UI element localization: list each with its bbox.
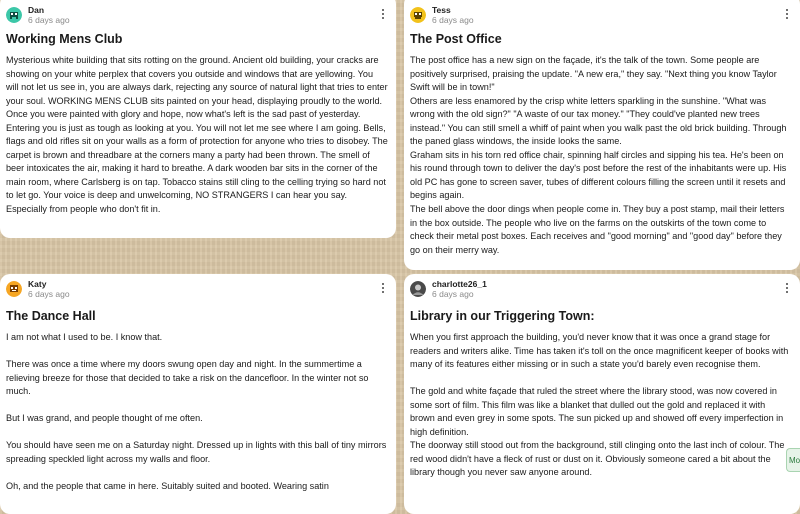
post-title[interactable]: Working Mens Club [6, 32, 123, 46]
more-options-icon[interactable] [782, 7, 792, 21]
post-card[interactable] [0, 0, 396, 238]
pixel-monster-avatar-icon[interactable] [6, 7, 22, 23]
post-header [6, 0, 388, 31]
post-body: I am not what I used to be. I know that. There was once a time where my doors swung open day and night. In the summertime a relieving breeze for those that decided to take a risk on the dancefloor. In the winter not so much. But I was grand, and people thought of me often. You should have seen me on a Saturday night. Dressed up in lights with this ball of tiny mirrors spreading speckled light across my walls and floor. Oh, and the people that came in here. Suitably suited and booted. Wearing satin [6, 332, 387, 492]
post-header [6, 274, 388, 305]
post-title[interactable]: Library in our Triggering Town: [410, 309, 595, 323]
post-time: 6 days ago [28, 15, 70, 25]
post-card[interactable] [0, 274, 396, 514]
author-name[interactable]: charlotte26_1 [432, 279, 487, 289]
author-name[interactable]: Tess [432, 5, 451, 15]
post-time: 6 days ago [28, 289, 70, 299]
post-card[interactable] [404, 274, 800, 514]
photo-avatar-icon[interactable] [410, 281, 426, 297]
post-body: When you first approach the building, you'd never know that it was once a grand stage for readers and writers alike. Time has taken it's toll on the once magnificent keeper of books with many of its features either missing or in such a state you'd barely even recognise them. The gold and white façade that ruled the street where the library stood, was now covered in some sort of film. This film was like a blanket that dulled out the gold and replaced it with brown and even grey in some spots. The sun picked up and showed off every imperfection in high definition. The doorway still stood out from the background, still clinging onto the last inch of colour. The red wood didn't have a fleck of rust or dust on it. Obviously someone cared a bit about the library though you never saw anyone around. [410, 332, 789, 478]
post-time: 6 days ago [432, 289, 474, 299]
more-options-icon[interactable] [782, 281, 792, 295]
side-panel-tab[interactable]: Mo [786, 448, 800, 472]
post-body: The post office has a new sign on the façade, it's the talk of the town. Some people are positively surprised, praising the update. "A new era," they say. "Next thing you know Taylor Swift will be in town!" Others are less enamored by the crisp white letters sparkling in the sunshine. "What was wrong with the old sign?" "A waste of our tax money." "They could've planted new trees instead." You can still smell a whiff of paint when you walk past the old brick building. Through the paned glass windows, the inside looks the same. Graham sits in his torn red office chair, spinning half circles and sipping his tea. He's been on his round through town to deliver the day's post before the rest of the inhabitants were up. His old PC has gone to screen saver, tubes of different colours filling the screen until it resets and begins again. The bell above the door dings when people come in. They buy a post stamp, mail their letters in the box outside. The people who live on the farms on the outskirts of the town come to check their metal post boxes. Each receives and "good morning" and "good day" before they go on their merry way. [410, 55, 787, 255]
author-name[interactable]: Dan [28, 5, 45, 15]
pixel-monster-avatar-icon[interactable] [410, 7, 426, 23]
more-options-icon[interactable] [378, 7, 388, 21]
author-name[interactable]: Katy [28, 279, 47, 289]
post-title[interactable]: The Post Office [410, 32, 502, 46]
more-options-icon[interactable] [378, 281, 388, 295]
post-title[interactable]: The Dance Hall [6, 309, 96, 323]
post-body: Mysterious white building that sits rotting on the ground. Ancient old building, your cracks are showing on your white perplex that covers you outside and windows that are yellowing. You will not let us see in, you are always dark, rejecting any source of natural light that tries to enter your soul. WORKING MENS CLUB sits painted on your head, displaying proudly to the world. Once you were painted with glory and hope, now what's left is the sad past of yesterday. Entering you is just as tough as looking at you. You will not let me see where I am going. Bells, flags and old rifles sit on your walls as a form of protection for anyone who tries to disobey. The carpet is brown and threadbare at the corners many a party had been thrown. The smell of beer intoxicates the air, making it hard to breathe. A dark wooden bar sits in the corner of the main room, where Carlsberg is on tap. Tobacco stains still cling to the celling trying so hard not to let go. Your voice is deep and unwelcoming, NO STRANGERS I can hear you say. Especially from people who don't fit in. [6, 55, 388, 215]
pixel-monster-avatar-icon[interactable] [6, 281, 22, 297]
post-header [410, 274, 792, 305]
post-header [410, 0, 792, 31]
post-card[interactable] [404, 0, 800, 270]
post-time: 6 days ago [432, 15, 474, 25]
